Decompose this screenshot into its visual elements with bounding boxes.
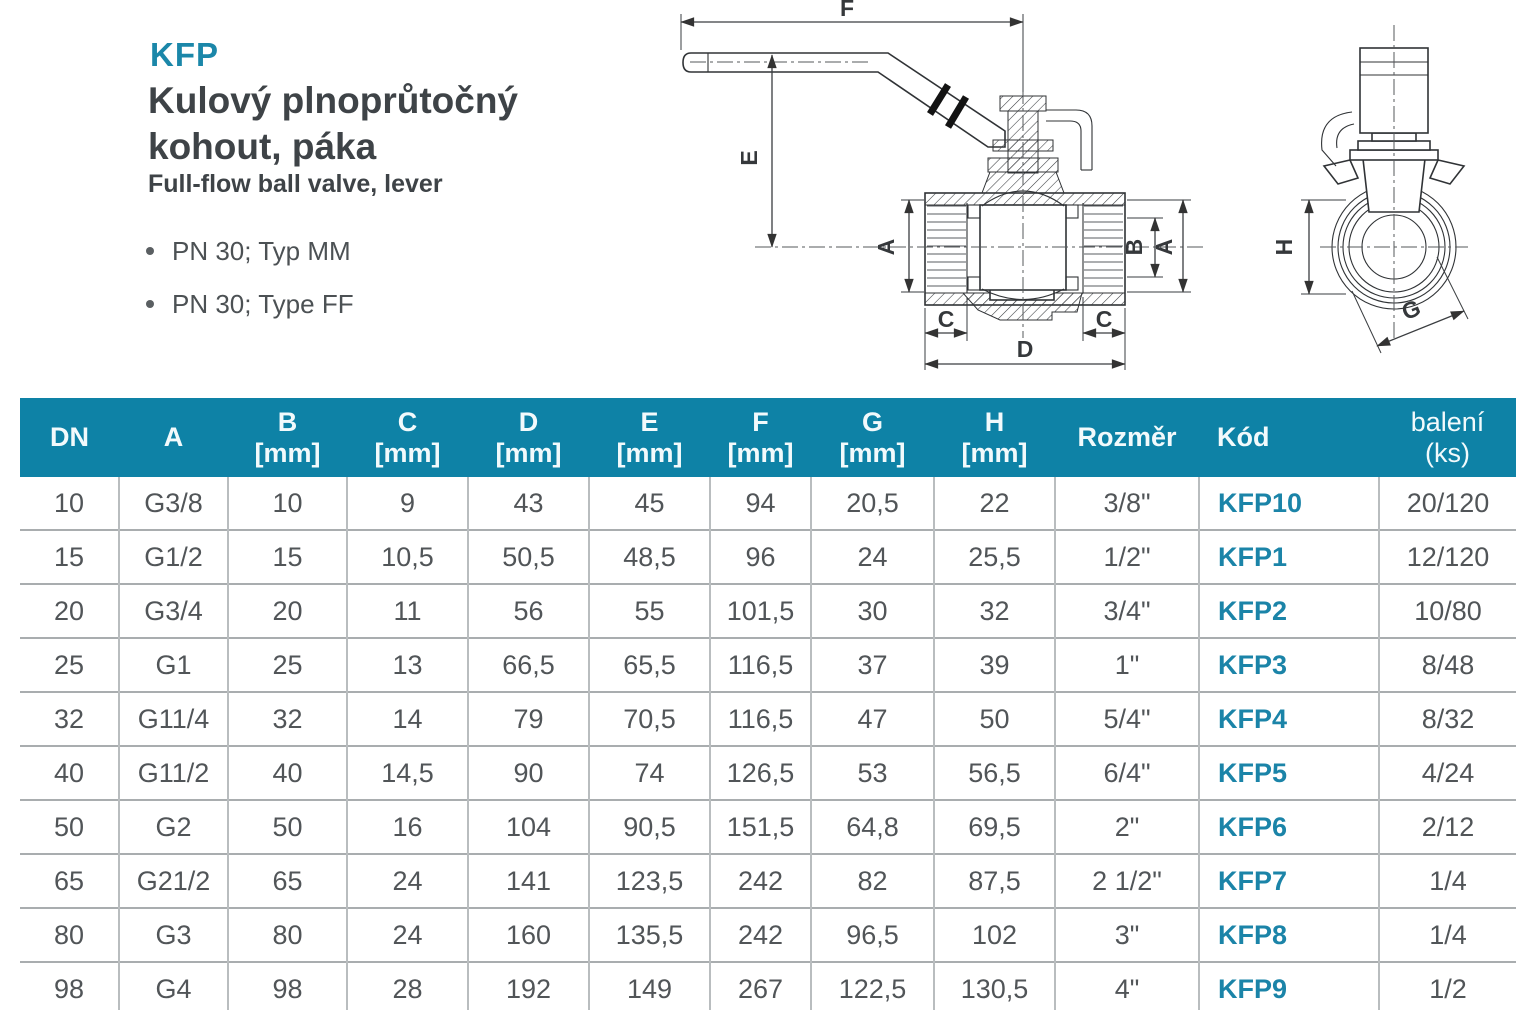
valve-section-drawing	[640, 0, 1240, 398]
table-row	[20, 530, 1516, 584]
cell-h: 87,5	[934, 854, 1055, 908]
cell-dn: 80	[20, 908, 119, 962]
cell-g: 47	[811, 692, 934, 746]
cell-b: 50	[228, 800, 347, 854]
cell-e: 74	[589, 746, 710, 800]
cell-a: G3/8	[119, 477, 228, 530]
cell-dn: 32	[20, 692, 119, 746]
cell-rozmer: 1"	[1055, 638, 1199, 692]
cell-h: 69,5	[934, 800, 1055, 854]
column-header-rozmer: Rozměr	[1055, 398, 1199, 477]
column-header-h: H [mm]	[934, 398, 1055, 477]
cell-e: 65,5	[589, 638, 710, 692]
cell-kod: KFP5	[1199, 746, 1379, 800]
cell-b: 15	[228, 530, 347, 584]
column-header-a: A	[119, 398, 228, 477]
bullet-item	[146, 289, 354, 320]
cell-c: 11	[347, 584, 468, 638]
cell-kod: KFP4	[1199, 692, 1379, 746]
product-title-en: Full-flow ball valve, lever	[148, 170, 443, 198]
cell-d: 141	[468, 854, 589, 908]
cell-kod: KFP10	[1199, 477, 1379, 530]
bullet-text: PN 30; Typ MM	[172, 236, 351, 266]
dimension-f	[681, 0, 1023, 92]
cell-rozmer: 5/4"	[1055, 692, 1199, 746]
valve-body	[925, 191, 1125, 320]
cell-a: G3/4	[119, 584, 228, 638]
cell-f: 242	[710, 908, 811, 962]
dim-label-h: H	[1271, 238, 1297, 256]
cell-e: 123,5	[589, 854, 710, 908]
cell-g: 64,8	[811, 800, 934, 854]
cell-rozmer: 2 1/2"	[1055, 854, 1199, 908]
cell-g: 82	[811, 854, 934, 908]
spec-table	[20, 398, 1516, 1010]
cell-f: 101,5	[710, 584, 811, 638]
cell-c: 16	[347, 800, 468, 854]
dimension-e	[736, 55, 772, 247]
cell-e: 70,5	[589, 692, 710, 746]
lever-handle	[683, 53, 1005, 147]
cell-b: 25	[228, 638, 347, 692]
dim-label-a: A	[873, 238, 899, 256]
cell-a: G2	[119, 800, 228, 854]
dim-label-g: G	[1397, 294, 1425, 325]
cell-e: 55	[589, 584, 710, 638]
valve-end-view-drawing	[1240, 15, 1536, 390]
cell-c: 10,5	[347, 530, 468, 584]
cell-g: 30	[811, 584, 934, 638]
cell-kod: KFP8	[1199, 908, 1379, 962]
cell-kod: KFP6	[1199, 800, 1379, 854]
cell-baleni: 10/80	[1379, 584, 1516, 638]
cell-rozmer: 6/4"	[1055, 746, 1199, 800]
table-row	[20, 477, 1516, 530]
cell-b: 40	[228, 746, 347, 800]
table-row	[20, 638, 1516, 692]
column-header-c: C [mm]	[347, 398, 468, 477]
cell-dn: 10	[20, 477, 119, 530]
dim-label-b: B	[1121, 238, 1147, 256]
cell-dn: 98	[20, 962, 119, 1010]
cell-h: 25,5	[934, 530, 1055, 584]
dimension-a-left	[873, 200, 924, 292]
cell-f: 116,5	[710, 638, 811, 692]
cell-d: 90	[468, 746, 589, 800]
cell-a: G1	[119, 638, 228, 692]
cell-e: 48,5	[589, 530, 710, 584]
cell-kod: KFP3	[1199, 638, 1379, 692]
cell-g: 37	[811, 638, 934, 692]
bullet-dot-icon	[146, 247, 154, 255]
cell-baleni: 8/32	[1379, 692, 1516, 746]
cell-e: 135,5	[589, 908, 710, 962]
column-header-f: F [mm]	[710, 398, 811, 477]
cell-e: 90,5	[589, 800, 710, 854]
cell-g: 96,5	[811, 908, 934, 962]
column-header-d: D [mm]	[468, 398, 589, 477]
table-row	[20, 908, 1516, 962]
cell-c: 24	[347, 854, 468, 908]
product-title-cs-line2: kohout, páka	[148, 126, 377, 167]
cell-d: 104	[468, 800, 589, 854]
table-row	[20, 854, 1516, 908]
title-block	[0, 0, 620, 395]
dim-label-a2: A	[1151, 238, 1177, 256]
cell-a: G4	[119, 962, 228, 1010]
cell-d: 56	[468, 584, 589, 638]
cell-rozmer: 1/2"	[1055, 530, 1199, 584]
column-header-e: E [mm]	[589, 398, 710, 477]
cell-b: 80	[228, 908, 347, 962]
cell-g: 24	[811, 530, 934, 584]
cell-h: 50	[934, 692, 1055, 746]
cell-kod: KFP2	[1199, 584, 1379, 638]
cell-d: 50,5	[468, 530, 589, 584]
cell-b: 32	[228, 692, 347, 746]
cell-f: 151,5	[710, 800, 811, 854]
dim-label-c2: C	[1095, 306, 1113, 332]
cell-kod: KFP1	[1199, 530, 1379, 584]
bullet-item	[146, 236, 351, 267]
table-row	[20, 800, 1516, 854]
cell-b: 65	[228, 854, 347, 908]
cell-a: G3	[119, 908, 228, 962]
cell-c: 14	[347, 692, 468, 746]
cell-a: G1/2	[119, 530, 228, 584]
cell-h: 32	[934, 584, 1055, 638]
cell-h: 130,5	[934, 962, 1055, 1010]
cell-e: 149	[589, 962, 710, 1010]
cell-b: 98	[228, 962, 347, 1010]
cell-baleni: 12/120	[1379, 530, 1516, 584]
cell-f: 267	[710, 962, 811, 1010]
column-header-dn: DN	[20, 398, 119, 477]
cell-baleni: 4/24	[1379, 746, 1516, 800]
bullet-dot-icon	[146, 300, 154, 308]
cell-rozmer: 2"	[1055, 800, 1199, 854]
cell-c: 13	[347, 638, 468, 692]
cell-c: 24	[347, 908, 468, 962]
dim-label-f: F	[839, 0, 855, 21]
cell-baleni: 2/12	[1379, 800, 1516, 854]
cell-b: 10	[228, 477, 347, 530]
dim-label-e: E	[736, 150, 762, 166]
table-row	[20, 962, 1516, 1010]
column-header-b: B [mm]	[228, 398, 347, 477]
cell-baleni: 1/4	[1379, 908, 1516, 962]
column-header-g: G [mm]	[811, 398, 934, 477]
cell-f: 242	[710, 854, 811, 908]
cell-dn: 40	[20, 746, 119, 800]
cell-h: 56,5	[934, 746, 1055, 800]
cell-a: G11/4	[119, 692, 228, 746]
dim-label-d: D	[1016, 336, 1034, 362]
cell-c: 14,5	[347, 746, 468, 800]
cell-b: 20	[228, 584, 347, 638]
cell-a: G21/2	[119, 854, 228, 908]
cell-rozmer: 3"	[1055, 908, 1199, 962]
cell-d: 43	[468, 477, 589, 530]
table-body	[20, 477, 1516, 1010]
cell-baleni: 8/48	[1379, 638, 1516, 692]
cell-a: G11/2	[119, 746, 228, 800]
cell-f: 96	[710, 530, 811, 584]
cell-dn: 25	[20, 638, 119, 692]
cell-h: 102	[934, 908, 1055, 962]
cell-rozmer: 3/4"	[1055, 584, 1199, 638]
bullet-text: PN 30; Type FF	[172, 289, 354, 319]
column-header-kod: Kód	[1199, 398, 1379, 477]
cell-f: 94	[710, 477, 811, 530]
dim-label-c: C	[937, 306, 955, 332]
product-code: KFP	[150, 36, 219, 73]
cell-h: 22	[934, 477, 1055, 530]
cell-baleni: 1/4	[1379, 854, 1516, 908]
cell-h: 39	[934, 638, 1055, 692]
cell-e: 45	[589, 477, 710, 530]
cell-d: 160	[468, 908, 589, 962]
cell-kod: KFP7	[1199, 854, 1379, 908]
cell-g: 20,5	[811, 477, 934, 530]
cell-rozmer: 4"	[1055, 962, 1199, 1010]
cell-g: 53	[811, 746, 934, 800]
cell-dn: 15	[20, 530, 119, 584]
table-row	[20, 746, 1516, 800]
cell-f: 126,5	[710, 746, 811, 800]
cell-g: 122,5	[811, 962, 934, 1010]
cell-dn: 65	[20, 854, 119, 908]
cell-dn: 50	[20, 800, 119, 854]
product-title-cs-line1: Kulový plnoprůtočný	[148, 80, 518, 121]
cell-d: 79	[468, 692, 589, 746]
cell-c: 9	[347, 477, 468, 530]
table-row	[20, 692, 1516, 746]
column-header-baleni: balení (ks)	[1379, 398, 1516, 477]
cell-rozmer: 3/8"	[1055, 477, 1199, 530]
table-header	[20, 398, 1516, 477]
cell-baleni: 20/120	[1379, 477, 1516, 530]
cell-kod: KFP9	[1199, 962, 1379, 1010]
cell-d: 66,5	[468, 638, 589, 692]
cell-d: 192	[468, 962, 589, 1010]
table-header-row	[20, 398, 1516, 477]
table-row	[20, 584, 1516, 638]
cell-c: 28	[347, 962, 468, 1010]
cell-dn: 20	[20, 584, 119, 638]
cell-baleni: 1/2	[1379, 962, 1516, 1010]
cell-f: 116,5	[710, 692, 811, 746]
